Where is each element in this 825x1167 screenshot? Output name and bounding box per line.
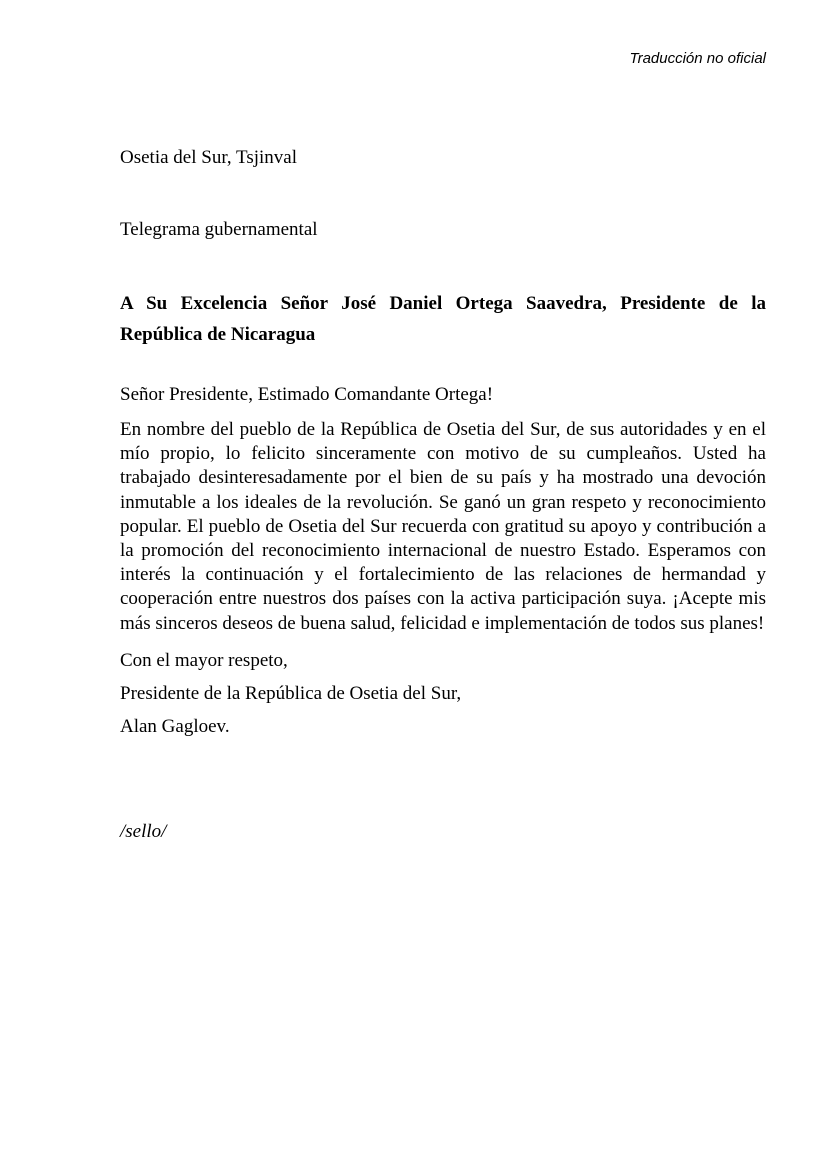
document-type: Telegrama gubernamental — [120, 219, 318, 240]
dateline: Osetia del Sur, Tsjinval — [120, 147, 297, 168]
unofficial-translation-note: Traducción no oficial — [629, 50, 766, 67]
signature-name: Alan Gagloev. — [120, 716, 230, 737]
addressee-heading: A Su Excelencia Señor José Daniel Ortega Saavedra, Presidente de la República de Nicaragua — [120, 293, 766, 345]
signature-title: Presidente de la República de Osetia del Sur, — [120, 683, 462, 704]
body-paragraph: En nombre del pueblo de la República de Osetia del Sur, de sus autoridades y en el mío propio, lo felicito sinceramente con motivo de su cumpleaños. Usted ha trabajado desinteresadamente por el bien de su país y ha mostrado una devoción inmutable a los ideales de la revolución. Se ganó un gran respeto y reconocimiento popular. El pueblo de Osetia del Sur recuerda con gratitud su apoyo y contribución a la promoción del reconocimiento internacional de nuestro Estado. Esperamos con interés la continuación y el fortalecimiento de las relaciones de hermandad y cooperación entre nuestros dos países con la activa participación suya. ¡Acepte mis más sinceros deseos de buena salud, felicidad e implementación de todos sus planes! — [120, 419, 766, 634]
closing-line: Con el mayor respeto, — [120, 650, 288, 671]
salutation: Señor Presidente, Estimado Comandante Ortega! — [120, 384, 494, 405]
seal-placeholder: /sello/ — [120, 821, 167, 842]
